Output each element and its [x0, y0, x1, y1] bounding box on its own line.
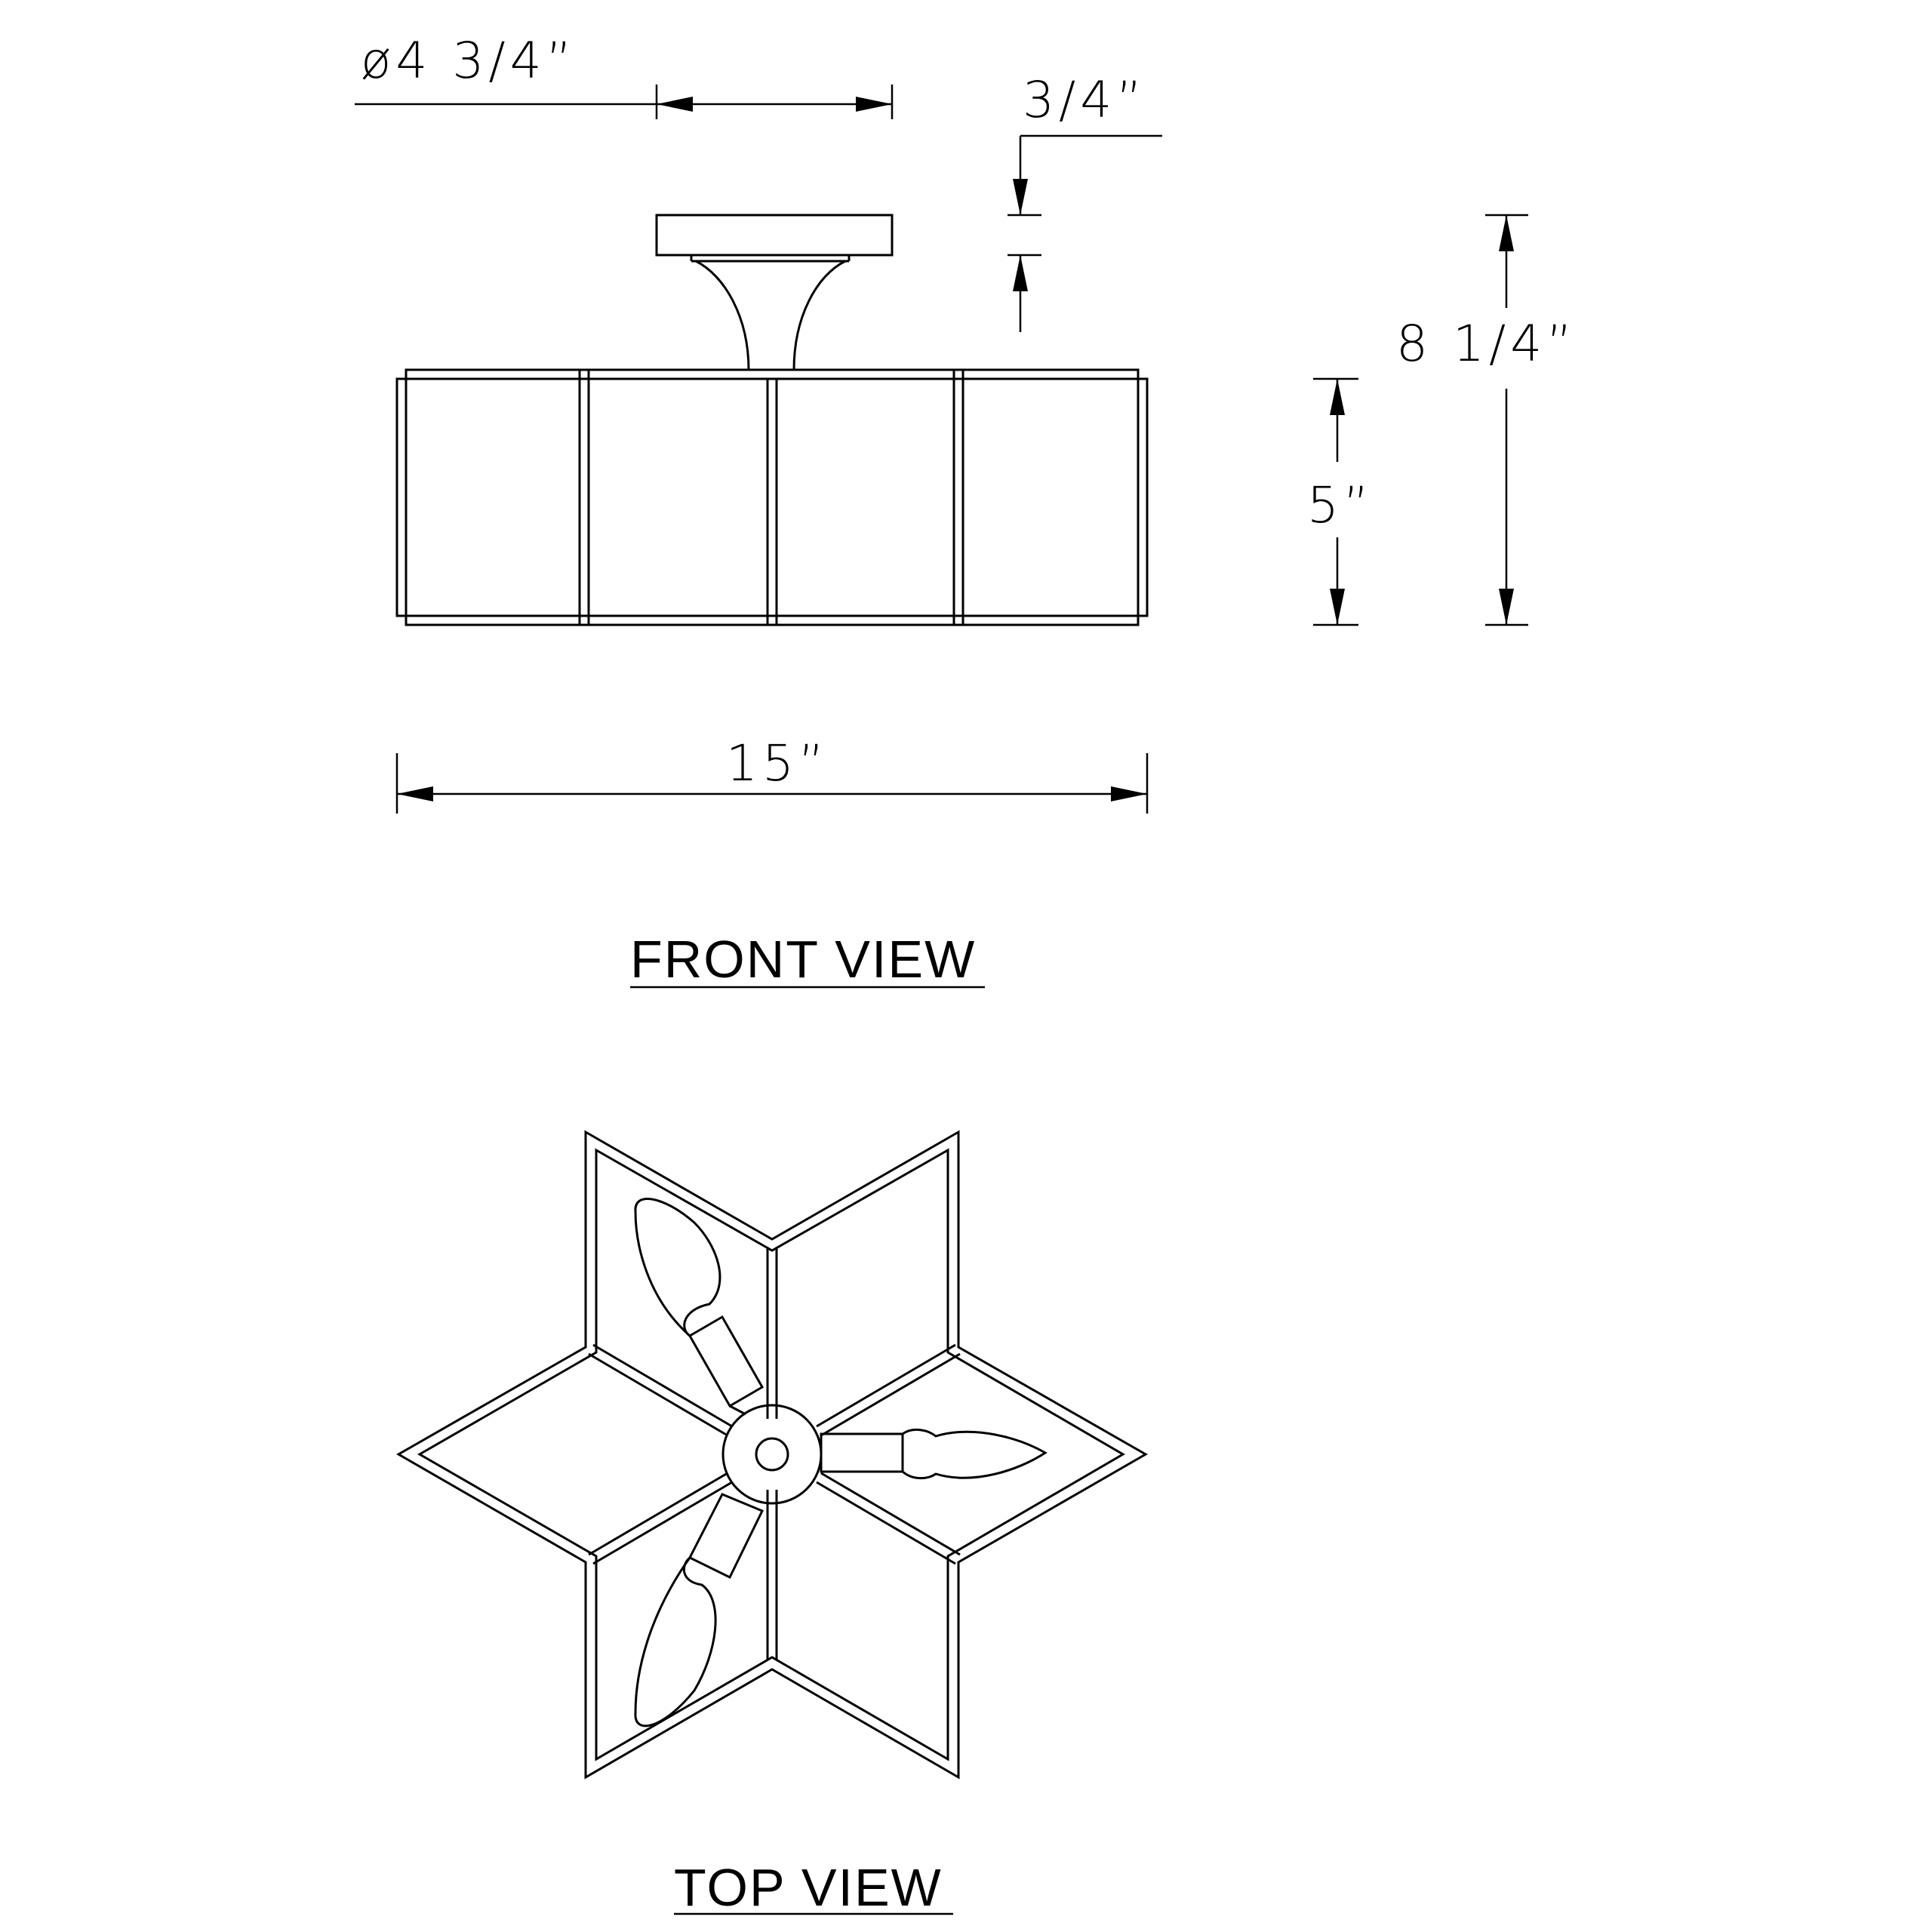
stem-height-label: 3/4”: [1023, 71, 1147, 129]
center-hub: [723, 1405, 821, 1503]
socket-upper-left: [690, 1317, 762, 1406]
overall-height-label: 8 1/4”: [1396, 315, 1577, 373]
dimension-shade-height: [1307, 379, 1374, 625]
star-outline-inner: [420, 1150, 1123, 1759]
shade-panels: [397, 370, 1147, 625]
center-hub-hole: [756, 1438, 788, 1470]
stem: [691, 255, 849, 370]
dimension-canopy-diameter: [355, 32, 892, 119]
overall-width-label: 15”: [726, 734, 829, 792]
star-outline-outer: [398, 1132, 1146, 1777]
dimension-overall-height: [1396, 215, 1577, 625]
dimension-stem-height: [1008, 71, 1162, 332]
socket-right: [821, 1434, 903, 1472]
top-view-title: TOP VIEW: [674, 1858, 943, 1917]
front-view-drawing: [355, 32, 1577, 989]
shade-height-label: 5”: [1307, 476, 1374, 534]
socket-lower-left: [690, 1494, 762, 1577]
canopy-plate: [657, 215, 892, 255]
star-frame-spokes: [589, 1248, 960, 1660]
bulb-right: [821, 1429, 1045, 1478]
top-view-drawing: [398, 1132, 1146, 1917]
canopy-diameter-label: ø4 3/4”: [361, 32, 577, 90]
dimension-overall-width: [397, 734, 1147, 814]
front-view-title: FRONT VIEW: [630, 930, 977, 989]
